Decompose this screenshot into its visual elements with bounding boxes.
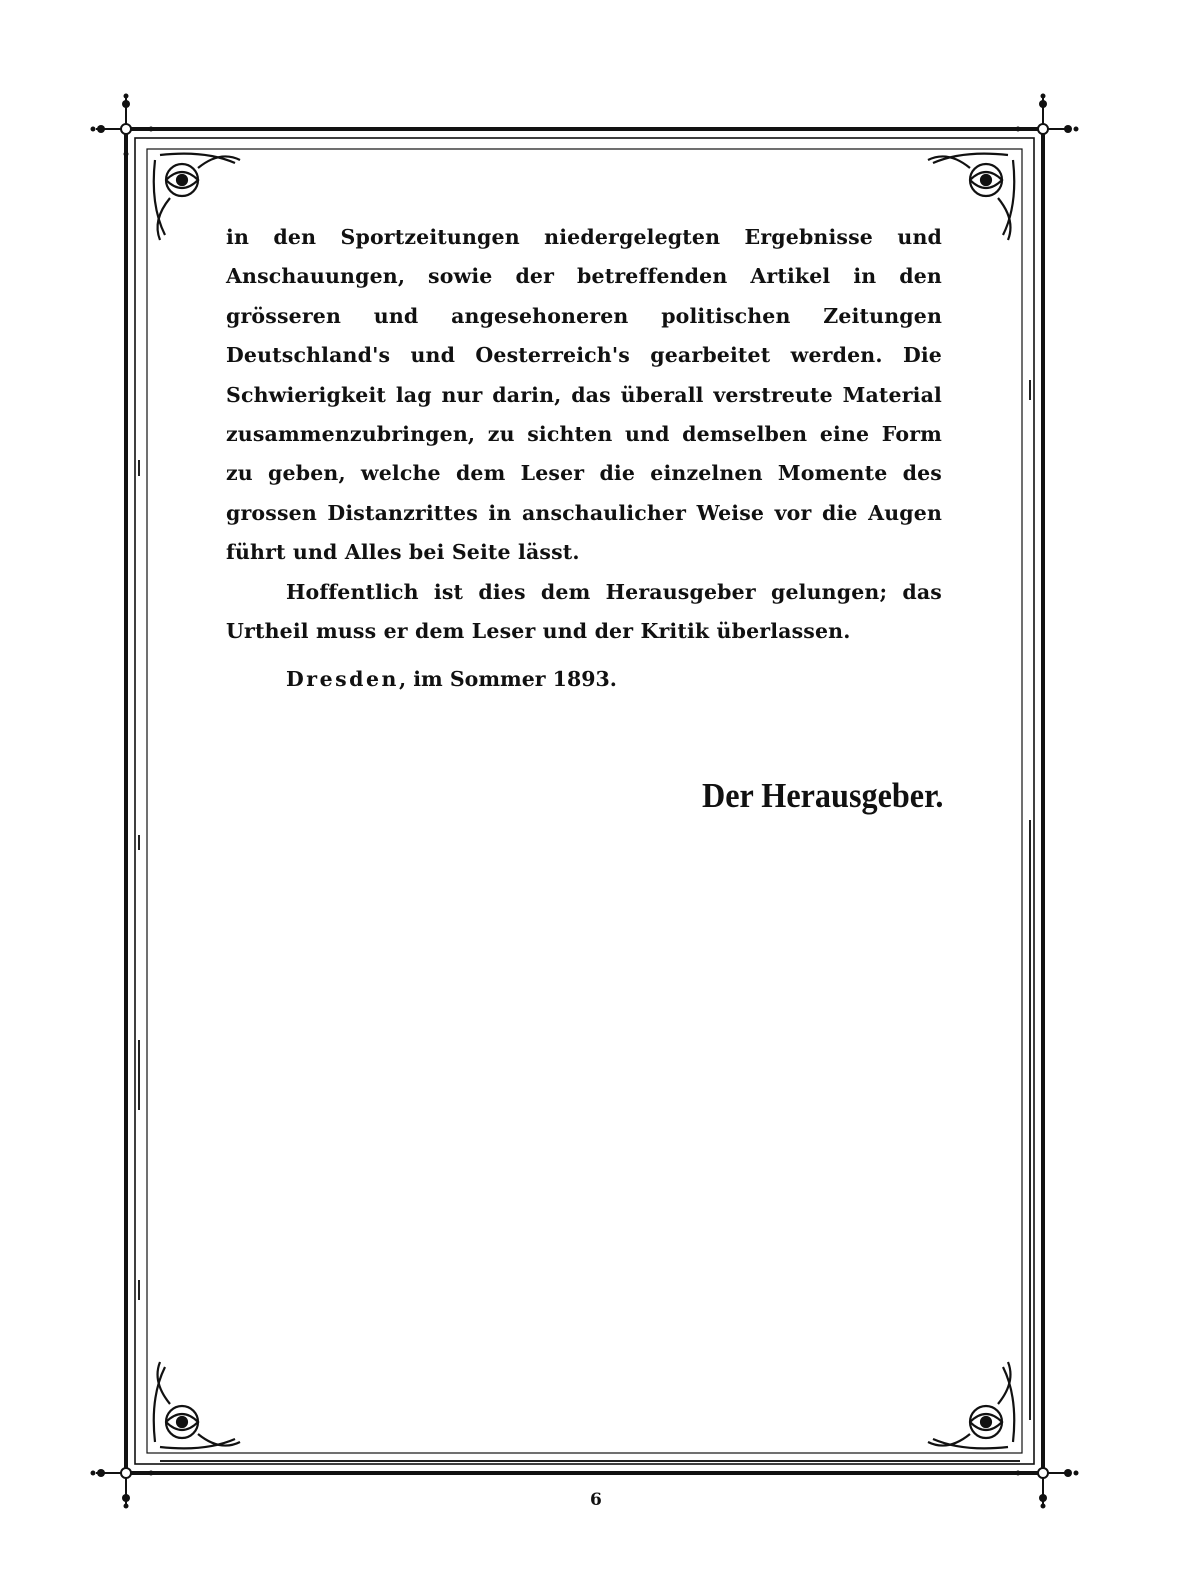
corner-ornament-bottom-right-icon xyxy=(928,1362,1014,1448)
paragraph-preface-1: in den Sportzeitungen niedergelegten Ergebnisse und Anschauungen, sowie der betreffenden Artikel in den grösseren und angesehoneren politischen Zeitungen Deutschland's und Oesterreich's gearbeitet werden. Die Schwierigkeit lag nur darin, das überall verstreute Material zusammenzubringen, zu sichten und demselben eine Form zu geben, welche dem Leser die einzelnen Momente des grossen Distanzrittes in anschaulicher Weise vor die Augen führt und Alles bei Seite lässt. xyxy=(226,225,942,565)
signature: Der Herausgeber. xyxy=(701,776,943,815)
page-number: 6 xyxy=(590,1490,602,1510)
body-text xyxy=(226,218,942,651)
dateline-place: Dresden xyxy=(286,667,399,691)
corner-knob-top-left-icon xyxy=(91,94,154,157)
dateline-rest: , im Sommer 1893. xyxy=(398,667,617,691)
corner-ornament-bottom-left-icon xyxy=(154,1362,240,1448)
paragraph-preface-2: Hoffentlich ist dies dem Herausgeber gelungen; das Urtheil muss er dem Leser und der Kritik überlassen. xyxy=(226,579,942,644)
dateline xyxy=(286,660,617,699)
